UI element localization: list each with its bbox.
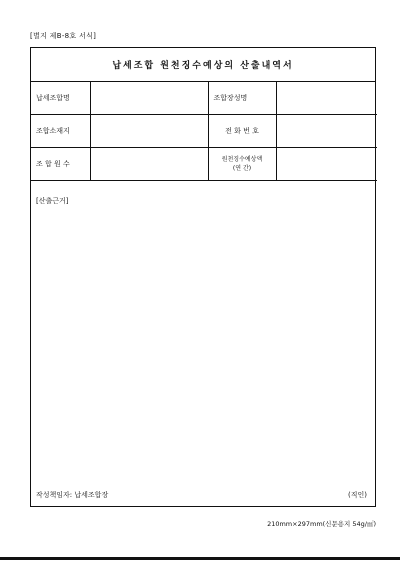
seal-label: (직인) [348,491,367,499]
bottom-divider [0,557,400,560]
member-count-field[interactable] [90,148,208,181]
withholding-estimate-label [208,148,276,181]
table-row [31,115,377,148]
union-head-name-label: 조합장성명 [208,82,276,115]
member-count-label: 조 합 원 수 [31,148,90,181]
phone-label: 전 화 번 호 [208,115,276,148]
union-head-name-field[interactable] [276,82,377,115]
union-name-field[interactable] [90,82,208,115]
union-address-field[interactable] [90,115,208,148]
form-title: 납세조합 원천징수예상의 산출내역서 [31,48,375,82]
phone-field[interactable] [276,115,377,148]
info-table [31,82,377,181]
table-row [31,82,377,115]
union-address-label: 조합소재지 [31,115,90,148]
author-label: 작성책임자: 납세조합장 [36,491,109,499]
withholding-estimate-label-line2: (연 간) [232,165,252,172]
calculation-basis-label: [산출근거] [36,197,69,205]
withholding-estimate-label-line1: 원천징수예상액 [221,156,263,163]
union-name-label: 납세조합명 [31,82,90,115]
paper-spec: 210mm×297mm(신문용지 54g/㎡) [267,520,376,528]
withholding-estimate-field[interactable] [276,148,377,181]
form-container [30,47,376,507]
form-reference: [별지 제B-8호 서식] [30,32,97,40]
table-row [31,148,377,181]
